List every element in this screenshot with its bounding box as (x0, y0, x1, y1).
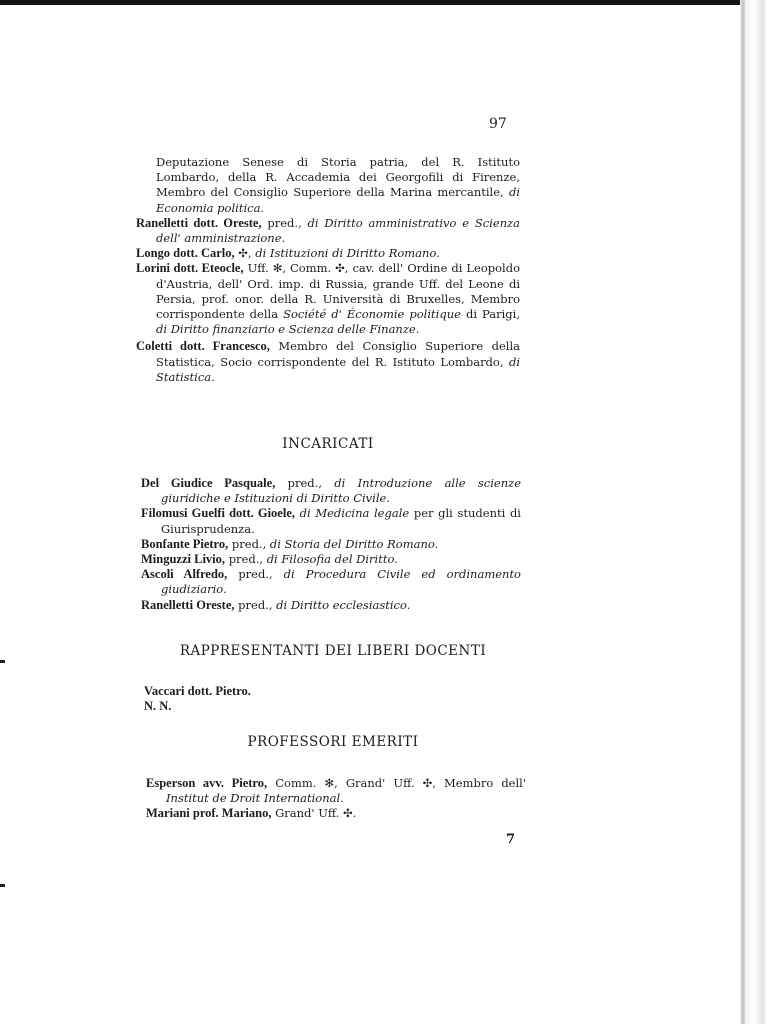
emeriti-list (146, 776, 526, 822)
page-number: 97 (489, 116, 507, 132)
list-item: Del Giudice Pasquale, pred., di Introduzione alle scienze giuridiche e Istituzioni di Diritto Civile. (141, 476, 521, 506)
list-item: Lorini dott. Eteocle, Uff. ✻, Comm. ✣, cav. dell' Ordine di Leopoldo d'Austria, dell' Ord. imp. di Russia, grande Uff. del Leone di Persia, prof. onor. della R. Università di Bruxelles, Membro corrispondente della Société d' Économie politique di Parigi, di Diritto finanziario e Scienza delle Finanze. (136, 261, 521, 337)
list-item: Ranelletti dott. Oreste, pred., di Diritto amministrativo e Scienza dell' amministrazione. (136, 215, 521, 246)
list-item: Ranelletti Oreste, pred., di Diritto ecclesiastico. (141, 597, 411, 612)
list-item: Coletti dott. Francesco, Membro del Consiglio Superiore della Statistica, Socio corrispondente del R. Istituto Lombardo, di Statistica. (136, 339, 520, 384)
rappresentanti-list (144, 684, 528, 714)
section-heading-emeriti: PROFESSORI EMERITI (247, 734, 419, 750)
list-item: Ascoli Alfredo, pred., di Procedura Civile ed ordinamento giudiziario. (141, 567, 521, 597)
signature-mark: 7 (506, 832, 516, 847)
list-item: Filomusi Guelfi dott. Gioele, di Medicina legale per gli studenti di Giurisprudenza. (141, 506, 521, 536)
list-item: Esperson avv. Pietro, Comm. ✻, Grand' Uff. ✣, Membro dell' Institut de Droit International. (146, 776, 527, 806)
list-item: Vaccari dott. Pietro. (144, 684, 251, 698)
list-item: Minguzzi Livio, pred., di Filosofia del Diritto. (141, 552, 398, 567)
incaricati-list (141, 476, 521, 613)
list-item: Bonfante Pietro, pred., di Storia del Diritto Romano. (141, 536, 439, 551)
section-heading-incaricati: INCARICATI (282, 436, 374, 452)
continuation-entry: Deputazione Senese di Storia patria, del R. Istituto Lombardo, della R. Accademia dei Georgofili di Firenze, Membro del Consiglio Superiore della Marina mercantile, di Economia politica. (156, 155, 520, 215)
list-item: N. N. (144, 699, 172, 714)
book-spine-edge (740, 0, 766, 1024)
list-item: Longo dott. Carlo, ✣, di Istituzioni di Diritto Romano. (136, 246, 440, 261)
section-heading-rappresentanti: RAPPRESENTANTI DEI LIBERI DOCENTI (179, 643, 487, 659)
list-item: Mariani prof. Mariano, Grand' Uff. ✣. (146, 806, 357, 821)
ordinari-list (136, 155, 520, 385)
